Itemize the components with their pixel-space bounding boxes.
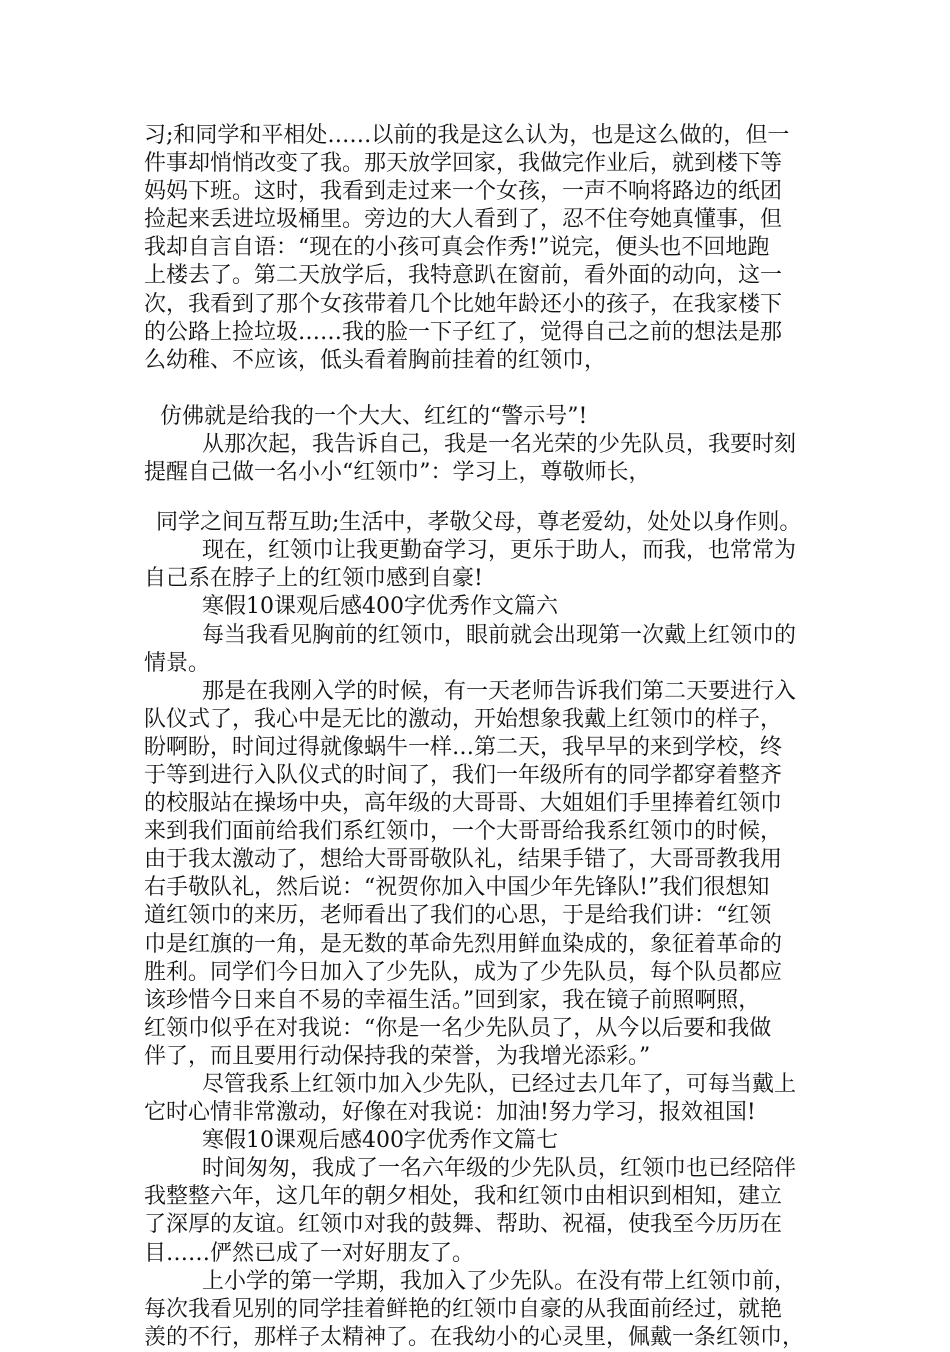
text-line: 来到我们面前给我们系红领巾，一个大哥哥给我系红领巾的时候， bbox=[144, 819, 783, 845]
text-line: 尽管我系上红领巾加入少先队，已经过去几年了，可每当戴上 bbox=[202, 1072, 797, 1097]
text-line: 于等到进行入队仪式的时间了，我们一年级所有的同学都穿着整齐 bbox=[144, 762, 783, 788]
text-line: 由于我太激动了，想给大哥哥敬队礼，结果手错了，大哥哥教我用 bbox=[144, 847, 783, 873]
text-line: 羡的不行，那样子太精神了。在我幼小的心灵里，佩戴一条红领巾， bbox=[144, 1324, 805, 1350]
text-line: 我却自言自语：“现在的小孩可真会作秀!”说完，便头也不回地跑 bbox=[144, 235, 770, 261]
text-line: 道红领巾的来历，老师看出了我们的心思，于是给我们讲：“红领 bbox=[144, 903, 772, 929]
text-line: 上小学的第一学期，我加入了少先队。在没有带上红领巾前， bbox=[202, 1268, 797, 1294]
paragraph-gap bbox=[144, 375, 814, 403]
text-line: 同学之间互帮互助;生活中，孝敬父母，尊老爱幼，处处以身作则。 bbox=[156, 510, 802, 536]
text-line: 的校服站在操场中央，高年级的大哥哥、大姐姐们手里捧着红领巾 bbox=[144, 791, 783, 817]
text-line: 了深厚的友谊。红领巾对我的鼓舞、帮助、祝福，使我至今历历在 bbox=[144, 1212, 783, 1238]
section-heading: 寒假10课观后感400字优秀作文篇七 bbox=[202, 1128, 558, 1154]
text-line: 胜利。同学们今日加入了少先队，成为了少先队员，每个队员都应 bbox=[144, 959, 783, 985]
text-line: 它时心情非常激动，好像在对我说：加油!努力学习，报效祖国! bbox=[144, 1100, 756, 1126]
text-line: 提醒自己做一名小小“红领巾”：学习上，尊敬师长， bbox=[144, 460, 651, 486]
text-line: 的公路上捡垃圾……我的脸一下子红了，觉得自己之前的想法是那 bbox=[144, 319, 783, 345]
text-line: 妈妈下班。这时，我看到走过来一个女孩，一声不响将路边的纸团 bbox=[144, 179, 783, 205]
text-line: 每当我看见胸前的红领巾，眼前就会出现第一次戴上红领巾的 bbox=[202, 622, 797, 648]
text-line: 右手敬队礼，然后说：“祝贺你加入中国少年先锋队!”我们很想知 bbox=[144, 875, 770, 901]
text-line: 么幼稚、不应该，低头看着胸前挂着的红领巾， bbox=[144, 347, 607, 373]
paragraph-gap bbox=[144, 487, 814, 509]
text-line: 上楼去了。第二天放学后，我特意趴在窗前，看外面的动向，这一 bbox=[144, 263, 783, 289]
text-line: 每次我看见别的同学挂着鲜艳的红领巾自豪的从我面前经过，就艳 bbox=[144, 1296, 783, 1322]
text-line: 队仪式了，我心中是无比的激动，开始想象我戴上红领巾的样子， bbox=[144, 706, 783, 732]
section-heading: 寒假10课观后感400字优秀作文篇六 bbox=[202, 594, 558, 620]
text-line: 目……俨然已成了一对好朋友了。 bbox=[144, 1240, 475, 1266]
document-body bbox=[144, 122, 814, 1352]
text-line: 捡起来丢进垃圾桶里。旁边的大人看到了，忍不住夸她真懂事，但 bbox=[144, 207, 783, 233]
text-line: 我整整六年，这几年的朝夕相处，我和红领巾由相识到相知，建立 bbox=[144, 1184, 783, 1210]
text-line: 盼啊盼，时间过得就像蜗牛一样…第二天，我早早的来到学校，终 bbox=[144, 734, 783, 760]
text-line: 现在，红领巾让我更勤奋学习，更乐于助人，而我，也常常为 bbox=[202, 538, 797, 564]
text-line: 该珍惜今日来自不易的幸福生活。”回到家，我在镜子前照啊照， bbox=[144, 987, 761, 1013]
text-line: 自己系在脖子上的红领巾感到自豪! bbox=[144, 566, 483, 592]
text-line: 时间匆匆，我成了一名六年级的少先队员，红领巾也已经陪伴 bbox=[202, 1156, 797, 1182]
text-line: 情景。 bbox=[144, 650, 211, 676]
text-line: 巾是红旗的一角，是无数的革命先烈用鲜血染成的，象征着革命的 bbox=[144, 931, 783, 957]
text-line: 仿佛就是给我的一个大大、红红的“警示号”! bbox=[160, 403, 588, 429]
text-line: 伴了，而且要用行动保持我的荣誉，为我增光添彩。” bbox=[144, 1043, 651, 1069]
text-line: 次，我看到了那个女孩带着几个比她年龄还小的孩子，在我家楼下 bbox=[144, 291, 783, 317]
text-line: 红领巾似乎在对我说：“你是一名少先队员了，从今以后要和我做 bbox=[144, 1015, 772, 1041]
text-line: 习;和同学和平相处……以前的我是这么认为，也是这么做的，但一 bbox=[144, 123, 790, 148]
text-line: 件事却悄悄改变了我。那天放学回家，我做完作业后，就到楼下等 bbox=[144, 151, 783, 177]
text-line: 那是在我刚入学的时候，有一天老师告诉我们第二天要进行入 bbox=[202, 678, 797, 704]
text-line: 从那次起，我告诉自己，我是一名光荣的少先队员，我要时刻 bbox=[202, 431, 797, 457]
